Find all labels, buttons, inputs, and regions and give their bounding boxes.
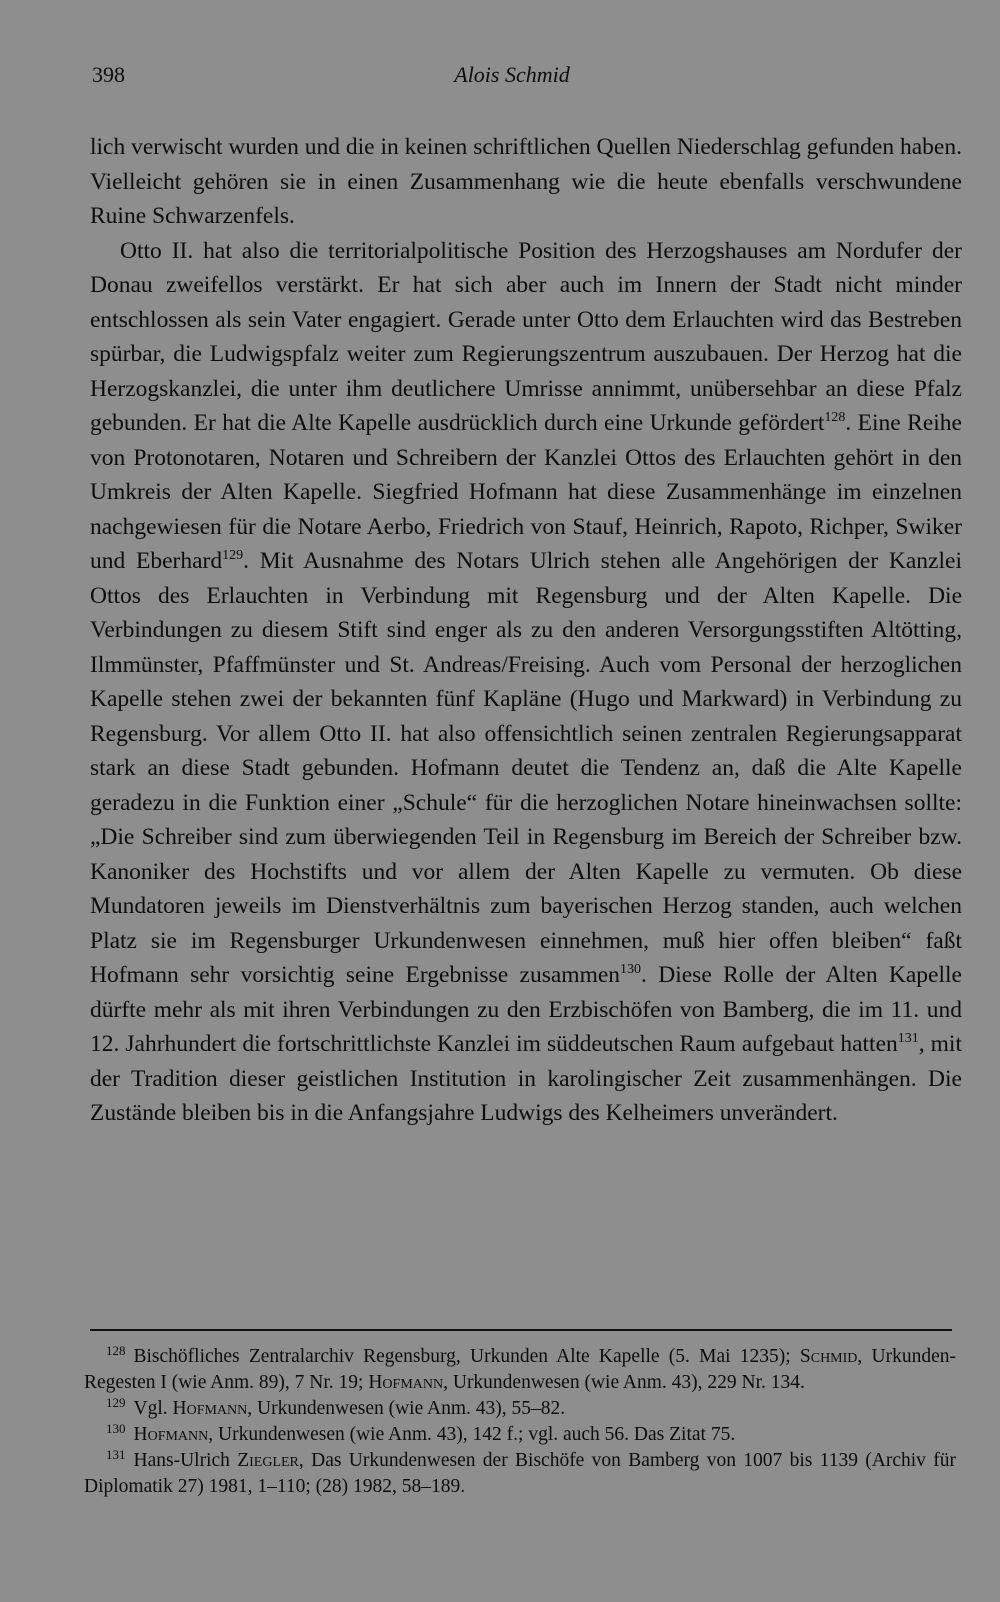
footnote-130: $^{130}$ Hofmann, Urkundenwesen (wie Anm. 43), 142 f.; vgl. auch 56. Das Zitat 75. <box>106 1420 736 1445</box>
running-head: Alois Schmid <box>454 62 570 87</box>
footnote-129: $^{129}$ Vgl. Hofmann, Urkundenwesen (wie Anm. 43), 55–82. <box>106 1394 566 1419</box>
paragraph-otto: Otto II. hat also die territorialpolitische Position des Herzogshauses am Nordufer der Donau zweifellos verstärkt. Er hat sich aber auch im Innern der Stadt nicht minder entschlossen als sein Vater engagiert. Gerade unter Otto dem Erlauchten wird das Bestreben spürbar, die Ludwigspfalz weiter zum Regierungszentrum auszubauen. Der Herzog hat die Herzogskanzlei, die unter ihm deutlichere Umrisse annimmt, unübersehbar an diese Pfalz gebunden. Er hat die Alte Kapelle ausdrücklich durch eine Urkunde gefördert$^{128}$. Eine Reihe von Protonotaren, Notaren und Schreibern der Kanzlei Ottos des Erlauchten gehört in den Umkreis der Alten Kapelle. Siegfried Hofmann hat diese Zusammenhänge im einzelnen nachgewiesen für die Notare Aerbo, Friedrich von Stauf, Heinrich, Rapoto, Richper, Swiker und Eberhard$^{129}$. Mit Ausnahme des Notars Ulrich stehen alle Angehörigen der Kanzlei Ottos des Erlauchten in Verbindung mit Regensburg und der Alten Kapelle. Die Verbindungen zu diesem Stift sind enger als zu den anderen Versorgungsstiften Altötting, Ilmmünster, Pfaffmünster und St. Andreas/Freising. Auch vom Personal der herzoglichen Kapelle stehen zwei der bekannten fünf Kapläne (Hugo und Markward) in Verbindung zu Regensburg. Vor allem Otto II. hat also offensichtlich seinen zentralen Regierungsapparat stark an diese Stadt gebunden. Hofmann deutet die Tendenz an, daß die Alte Kapelle geradezu in die Funktion einer „Schule“ für die herzoglichen Notare hineinwachsen sollte: „Die Schreiber sind zum überwiegenden Teil in Regensburg im Bereich der Schreiber bzw. Kanoniker des Hochstifts und vor allem der Alten Kapelle zu vermuten. Ob diese Mundatoren jeweils im Dienstverhältnis zum bayerischen Herzog standen, auch welchen Platz sie im Regensburger Urkundenwesen einnehmen, muß hier offen bleiben“ faßt Hofmann sehr vorsichtig seine Ergebnisse zusammen$^{130}$. Diese Rolle der Alten Kapelle dürfte mehr als mit ihren Verbindungen zu den Erzbischöfen von Bamberg, die im 11. und 12. Jahrhundert die fortschrittlichste Kanzlei im süddeutschen Raum aufgebaut hatten$^{131}$, mit der Tradition dieser geistlichen Institution in karolingischer Zeit zusammenhängen. Die Zustände bleiben bis in die Anfangsjahre Ludwigs des Kelheimers unverändert. <box>90 237 962 1126</box>
footnote-128: $^{128}$ Bischöfliches Zentralarchiv Regensburg, Urkunden Alte Kapelle (5. Mai 1235); Schmid, Urkunden-Regesten I (wie Anm. 89), 7 Nr. 19; Hofmann, Urkundenwesen (wie Anm. 43), 229 Nr. 134. <box>84 1342 956 1393</box>
main-text <box>90 130 962 1131</box>
footnote-ref-129[interactable]: 129 <box>222 548 244 564</box>
footnote-ref-128[interactable]: 128 <box>824 410 846 426</box>
page-header <box>92 62 932 92</box>
page-number: 398 <box>92 62 125 87</box>
paragraph-continued: lich verwischt wurden und die in keinen schriftlichen Quellen Niederschlag gefunden haben. Vielleicht gehören sie in einen Zusammenhang wie die heute ebenfalls verschwundene Ruine Schwarzenfels. <box>90 134 962 229</box>
footnote-ref-131[interactable]: 131 <box>897 1031 919 1047</box>
footnote-divider <box>90 1329 952 1331</box>
footnote-131: $^{131}$ Hans-Ulrich Ziegler, Das Urkundenwesen der Bischöfe von Bamberg von 1007 bis 1139 (Archiv für Diplomatik 27) 1981, 1–110; (28) 1982, 58–189. <box>84 1446 956 1497</box>
footnote-ref-130[interactable]: 130 <box>620 962 642 978</box>
footnotes <box>84 1344 956 1500</box>
